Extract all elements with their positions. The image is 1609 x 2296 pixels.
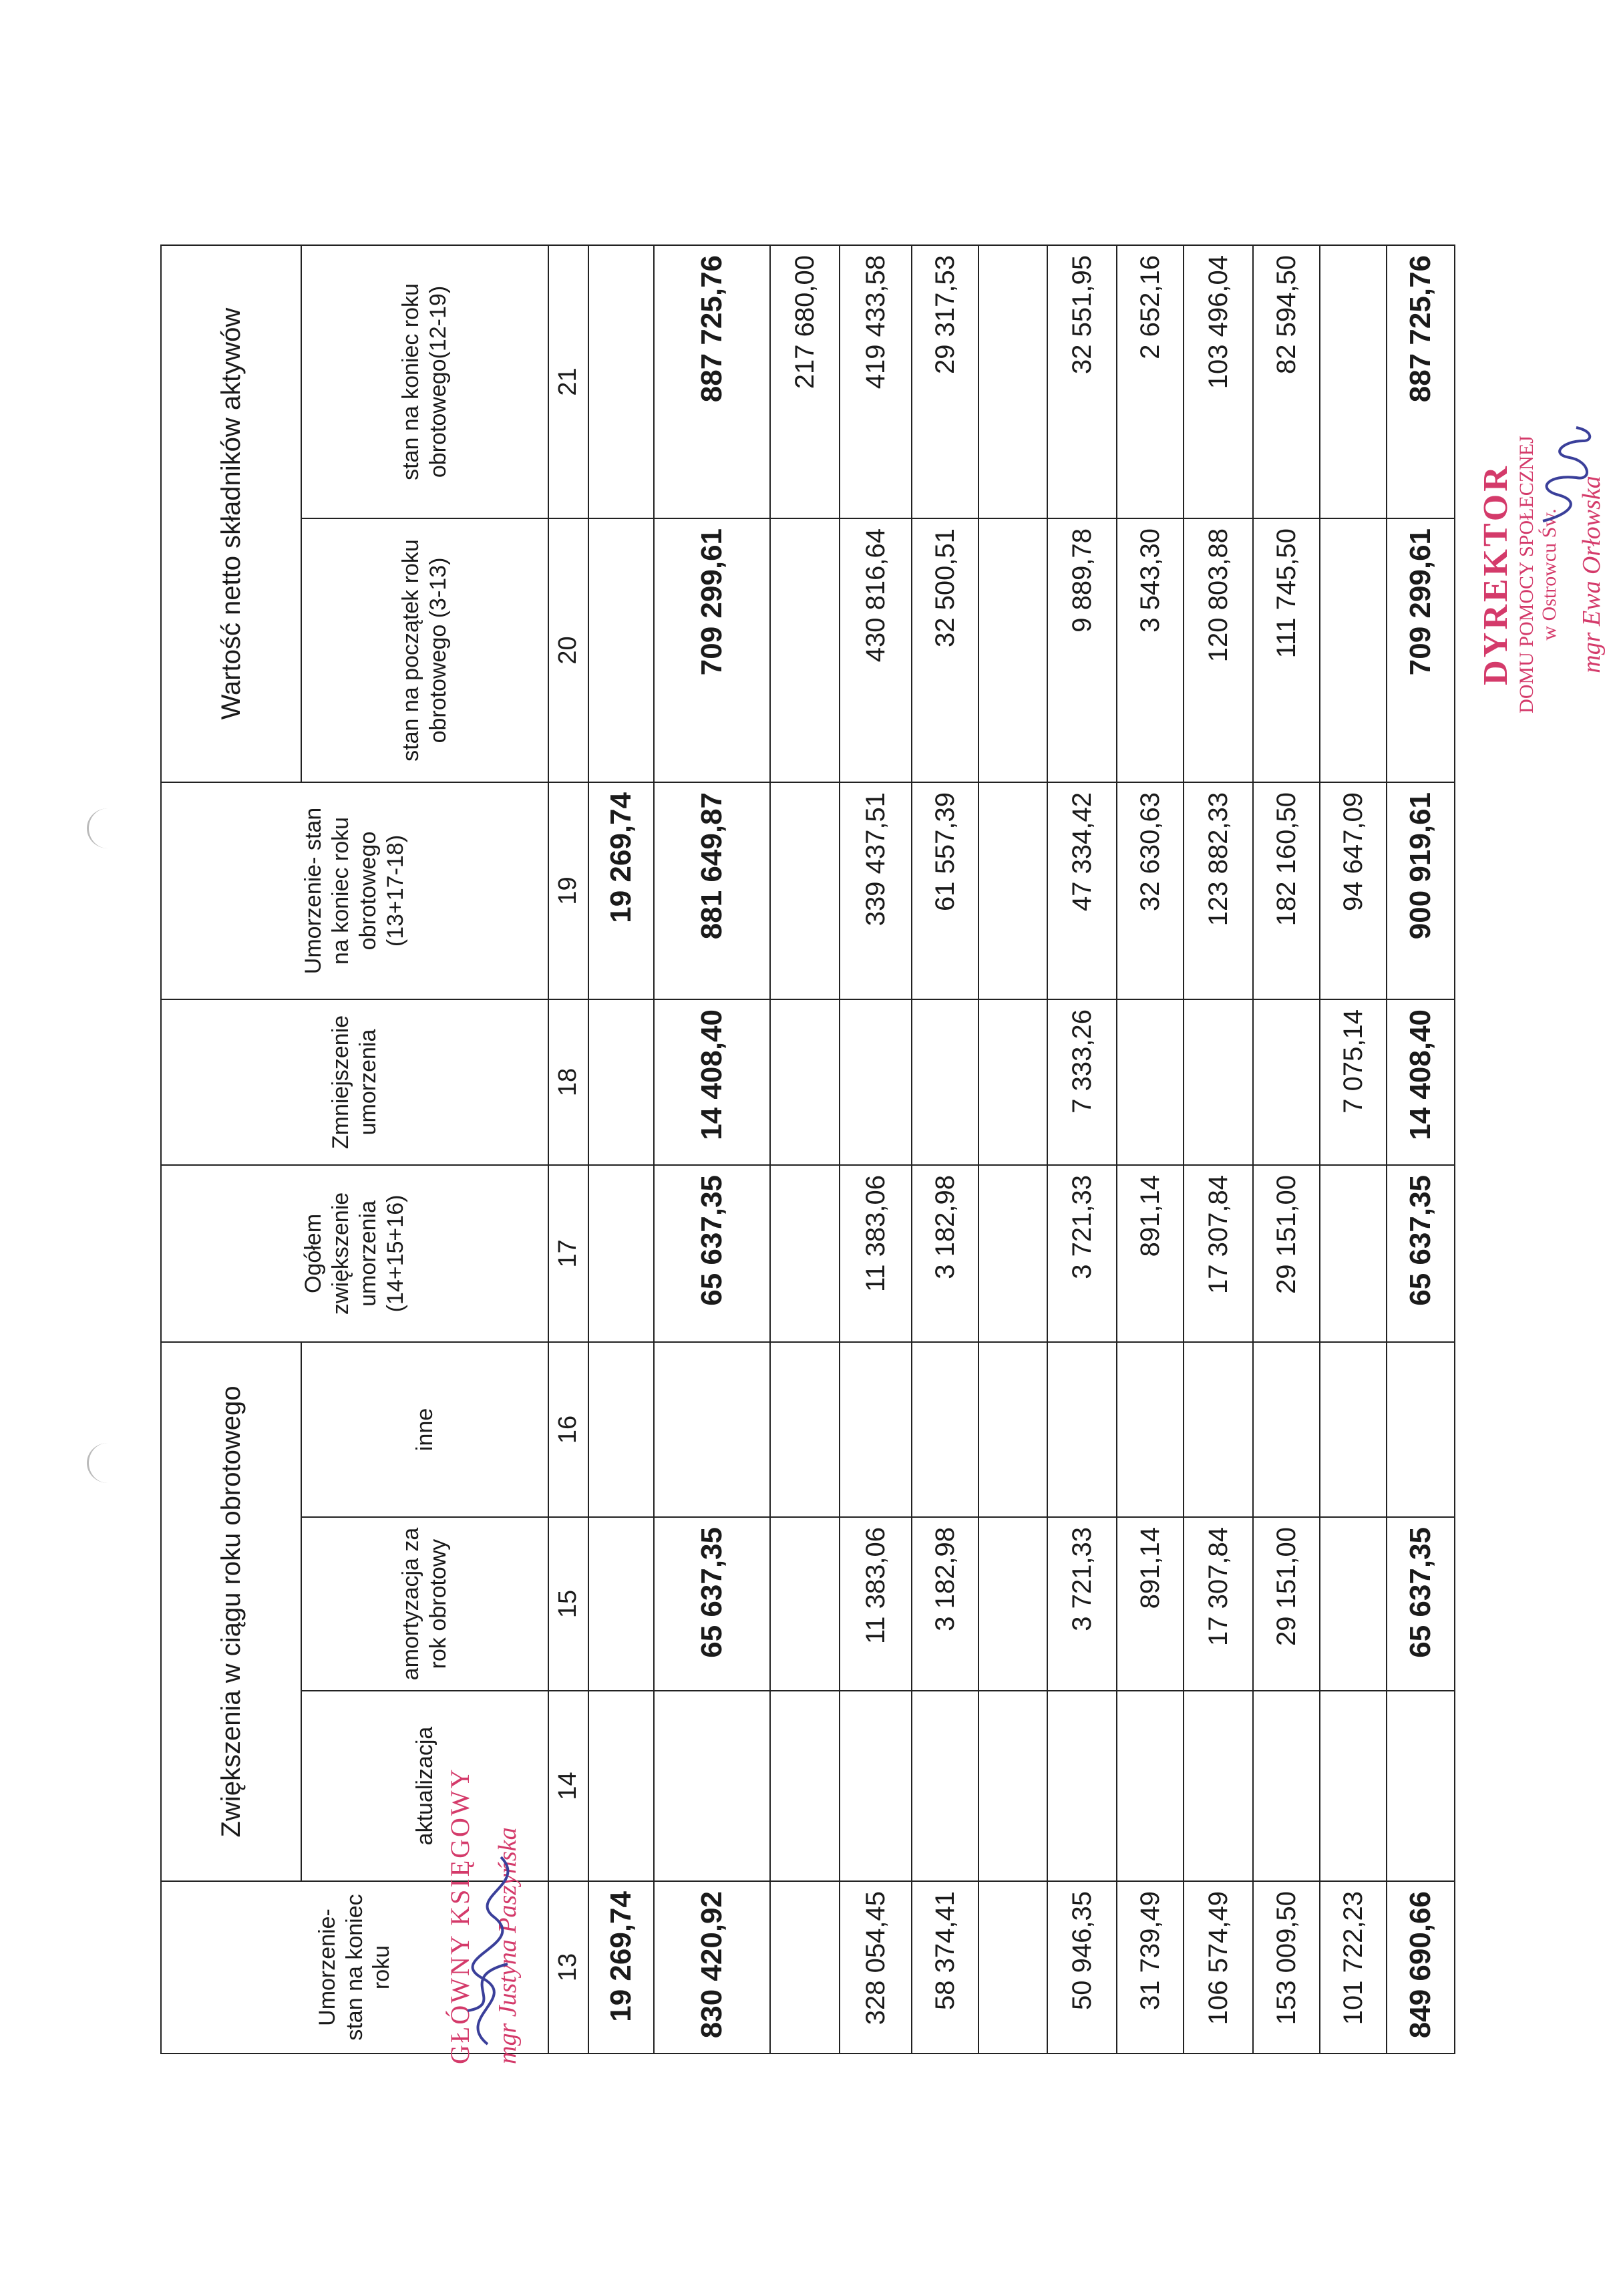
table-cell-c20: 709 299,61 bbox=[1387, 518, 1455, 782]
header-col20: stan na początek roku obrotowego (3-13) bbox=[301, 518, 548, 782]
table-row bbox=[912, 245, 978, 2054]
table-cell-c18 bbox=[912, 999, 978, 1165]
table-cell-c15: 17 307,84 bbox=[1184, 1517, 1253, 1691]
table-cell-c14 bbox=[912, 1691, 978, 1881]
table-cell-c18 bbox=[1184, 999, 1253, 1165]
header-col15: amortyzacja za rok obrotowy bbox=[301, 1517, 548, 1691]
table-cell-c14 bbox=[588, 1691, 654, 1881]
table-cell-c19: 900 919,61 bbox=[1387, 782, 1455, 999]
table-cell-c15: 11 383,06 bbox=[840, 1517, 912, 1691]
table-row bbox=[588, 245, 654, 2054]
table-row bbox=[770, 245, 840, 2054]
table-cell-c18 bbox=[840, 999, 912, 1165]
table-cell-c21: 29 317,53 bbox=[912, 245, 978, 518]
table-cell-c14 bbox=[1047, 1691, 1117, 1881]
table-cell-c17 bbox=[770, 1165, 840, 1342]
table-cell-c19: 94 647,09 bbox=[1320, 782, 1387, 999]
table-cell-c17: 3 721,33 bbox=[1047, 1165, 1117, 1342]
table-cell-c19 bbox=[978, 782, 1047, 999]
table-cell-c20: 32 500,51 bbox=[912, 518, 978, 782]
table-cell-c21 bbox=[978, 245, 1047, 518]
table-cell-c18 bbox=[770, 999, 840, 1165]
table-cell-c13: 31 739,49 bbox=[1117, 1881, 1184, 2054]
table-cell-c17: 29 151,00 bbox=[1253, 1165, 1320, 1342]
table-cell-c19: 182 160,50 bbox=[1253, 782, 1320, 999]
header-col16: inne bbox=[301, 1342, 548, 1517]
table-cell-c15 bbox=[588, 1517, 654, 1691]
table-cell-c21: 82 594,50 bbox=[1253, 245, 1320, 518]
table-cell-c19: 61 557,39 bbox=[912, 782, 978, 999]
table-body bbox=[588, 245, 1455, 2054]
table-cell-c15 bbox=[978, 1517, 1047, 1691]
table-cell-c21 bbox=[1320, 245, 1387, 518]
table-cell-c21: 887 725,76 bbox=[1387, 245, 1455, 518]
table-row bbox=[1117, 245, 1184, 2054]
table-cell-c18: 14 408,40 bbox=[654, 999, 770, 1165]
column-number-row bbox=[548, 245, 588, 2054]
table-cell-c19: 32 630,63 bbox=[1117, 782, 1184, 999]
punch-hole-mark bbox=[87, 808, 129, 848]
table-cell-c15: 891,14 bbox=[1117, 1517, 1184, 1691]
table-cell-c18: 7 333,26 bbox=[1047, 999, 1117, 1165]
punch-hole-mark bbox=[87, 1443, 129, 1483]
table-row bbox=[1047, 245, 1117, 2054]
table-cell-c17: 891,14 bbox=[1117, 1165, 1184, 1342]
header-group-increases: Zwiększenia w ciągu roku obrotowego bbox=[161, 1342, 301, 1881]
table-cell-c19: 881 649,87 bbox=[654, 782, 770, 999]
director-name: mgr Ewa Orłowska bbox=[1578, 476, 1606, 673]
table-cell-c19: 123 882,33 bbox=[1184, 782, 1253, 999]
header-col17: Ogółem zwiększenie umorzenia (14+15+16) bbox=[161, 1165, 548, 1342]
table-cell-c18 bbox=[588, 999, 654, 1165]
director-signature bbox=[1530, 421, 1603, 534]
table-cell-c14 bbox=[1184, 1691, 1253, 1881]
column-number: 17 bbox=[548, 1165, 588, 1342]
table-cell-c20: 9 889,78 bbox=[1047, 518, 1117, 782]
table-cell-c13: 58 374,41 bbox=[912, 1881, 978, 2054]
column-number: 13 bbox=[548, 1881, 588, 2054]
accountant-title: GŁÓWNY KSIĘGOWY bbox=[445, 1767, 475, 2064]
column-number: 16 bbox=[548, 1342, 588, 1517]
table-cell-c19 bbox=[770, 782, 840, 999]
table-cell-c21: 419 433,58 bbox=[840, 245, 912, 518]
table-cell-c13: 328 054,45 bbox=[840, 1881, 912, 2054]
table-cell-c19: 339 437,51 bbox=[840, 782, 912, 999]
header-col19: Umorzenie- stan na koniec roku obrotowego (13+17-18) bbox=[161, 782, 548, 999]
header-col14: aktualizacja bbox=[301, 1691, 548, 1881]
table-cell-c20: 120 803,88 bbox=[1184, 518, 1253, 782]
table-cell-c21: 103 496,04 bbox=[1184, 245, 1253, 518]
table-cell-c20 bbox=[588, 518, 654, 782]
table-cell-c21: 217 680,00 bbox=[770, 245, 840, 518]
accountant-name: mgr Justyna Paszyńska bbox=[494, 1827, 522, 2064]
director-city: w Ostrowcu Św. bbox=[1538, 508, 1560, 641]
table-cell-c18 bbox=[1117, 999, 1184, 1165]
header-col13: Umorzenie-stan na koniec roku bbox=[161, 1881, 548, 2054]
table-cell-c17: 65 637,35 bbox=[1387, 1165, 1455, 1342]
table-cell-c13: 101 722,23 bbox=[1320, 1881, 1387, 2054]
table-cell-c14 bbox=[1320, 1691, 1387, 1881]
table-cell-c16 bbox=[1387, 1342, 1455, 1517]
table-cell-c15: 65 637,35 bbox=[1387, 1517, 1455, 1691]
table-cell-c19: 19 269,74 bbox=[588, 782, 654, 999]
table-cell-c13: 19 269,74 bbox=[588, 1881, 654, 2054]
header-col18: Zmniejszenie umorzenia bbox=[161, 999, 548, 1165]
column-number: 19 bbox=[548, 782, 588, 999]
table-cell-c17: 11 383,06 bbox=[840, 1165, 912, 1342]
director-title: DYREKTOR bbox=[1477, 464, 1515, 685]
table-cell-c17: 3 182,98 bbox=[912, 1165, 978, 1342]
table-cell-c13 bbox=[978, 1881, 1047, 2054]
table-cell-c16 bbox=[978, 1342, 1047, 1517]
table-cell-c14 bbox=[1117, 1691, 1184, 1881]
table-cell-c16 bbox=[912, 1342, 978, 1517]
table-cell-c14 bbox=[978, 1691, 1047, 1881]
table-cell-c19: 47 334,42 bbox=[1047, 782, 1117, 999]
table-rotated-container bbox=[160, 246, 1447, 2054]
table-row bbox=[1253, 245, 1320, 2054]
table-cell-c16 bbox=[1253, 1342, 1320, 1517]
table-row bbox=[1387, 245, 1455, 2054]
table-cell-c15: 29 151,00 bbox=[1253, 1517, 1320, 1691]
column-number: 18 bbox=[548, 999, 588, 1165]
table-cell-c17: 17 307,84 bbox=[1184, 1165, 1253, 1342]
table-cell-c18: 14 408,40 bbox=[1387, 999, 1455, 1165]
table-cell-c17: 65 637,35 bbox=[654, 1165, 770, 1342]
table-cell-c16 bbox=[588, 1342, 654, 1517]
table-cell-c15: 3 721,33 bbox=[1047, 1517, 1117, 1691]
table-cell-c14 bbox=[1253, 1691, 1320, 1881]
table-cell-c16 bbox=[770, 1342, 840, 1517]
table-cell-c14 bbox=[770, 1691, 840, 1881]
table-cell-c21: 2 652,16 bbox=[1117, 245, 1184, 518]
table-cell-c16 bbox=[1117, 1342, 1184, 1517]
table-cell-c17 bbox=[978, 1165, 1047, 1342]
table-cell-c13: 849 690,66 bbox=[1387, 1881, 1455, 2054]
table-cell-c13: 106 574,49 bbox=[1184, 1881, 1253, 2054]
table-cell-c13: 153 009,50 bbox=[1253, 1881, 1320, 2054]
table-cell-c21: 32 551,95 bbox=[1047, 245, 1117, 518]
table-cell-c20 bbox=[770, 518, 840, 782]
table-cell-c18 bbox=[978, 999, 1047, 1165]
table-cell-c15: 3 182,98 bbox=[912, 1517, 978, 1691]
table-row bbox=[840, 245, 912, 2054]
header-col21: stan na koniec roku obrotowego(12-19) bbox=[301, 245, 548, 518]
table-cell-c13: 830 420,92 bbox=[654, 1881, 770, 2054]
table-cell-c20 bbox=[1320, 518, 1387, 782]
table-cell-c13 bbox=[770, 1881, 840, 2054]
table-cell-c16 bbox=[1320, 1342, 1387, 1517]
table-cell-c14 bbox=[1387, 1691, 1455, 1881]
column-number: 20 bbox=[548, 518, 588, 782]
table-cell-c17 bbox=[588, 1165, 654, 1342]
table-cell-c21 bbox=[588, 245, 654, 518]
table-cell-c20: 111 745,50 bbox=[1253, 518, 1320, 782]
table-cell-c16 bbox=[1047, 1342, 1117, 1517]
table-row bbox=[1320, 245, 1387, 2054]
table-cell-c20 bbox=[978, 518, 1047, 782]
table-cell-c15: 65 637,35 bbox=[654, 1517, 770, 1691]
table-cell-c16 bbox=[654, 1342, 770, 1517]
column-number: 21 bbox=[548, 245, 588, 518]
table-cell-c18 bbox=[1253, 999, 1320, 1165]
table-cell-c16 bbox=[1184, 1342, 1253, 1517]
table-cell-c16 bbox=[840, 1342, 912, 1517]
accountant-signature bbox=[427, 1844, 548, 2058]
table-cell-c13: 50 946,35 bbox=[1047, 1881, 1117, 2054]
table-cell-c15 bbox=[1320, 1517, 1387, 1691]
header-group-net-value: Wartość netto składników aktywów bbox=[161, 245, 301, 782]
table-row bbox=[978, 245, 1047, 2054]
table-cell-c15 bbox=[770, 1517, 840, 1691]
column-number: 14 bbox=[548, 1691, 588, 1881]
director-institution: DOMU POMOCY SPOŁECZNEJ bbox=[1515, 436, 1538, 713]
table-cell-c20: 3 543,30 bbox=[1117, 518, 1184, 782]
table-cell-c14 bbox=[654, 1691, 770, 1881]
depreciation-table bbox=[160, 244, 1455, 2054]
table-cell-c18: 7 075,14 bbox=[1320, 999, 1387, 1165]
table-cell-c17 bbox=[1320, 1165, 1387, 1342]
table-row bbox=[1184, 245, 1253, 2054]
table-cell-c21: 887 725,76 bbox=[654, 245, 770, 518]
table-cell-c20: 430 816,64 bbox=[840, 518, 912, 782]
column-number: 15 bbox=[548, 1517, 588, 1691]
table-cell-c20: 709 299,61 bbox=[654, 518, 770, 782]
table-row bbox=[654, 245, 770, 2054]
table-cell-c14 bbox=[840, 1691, 912, 1881]
